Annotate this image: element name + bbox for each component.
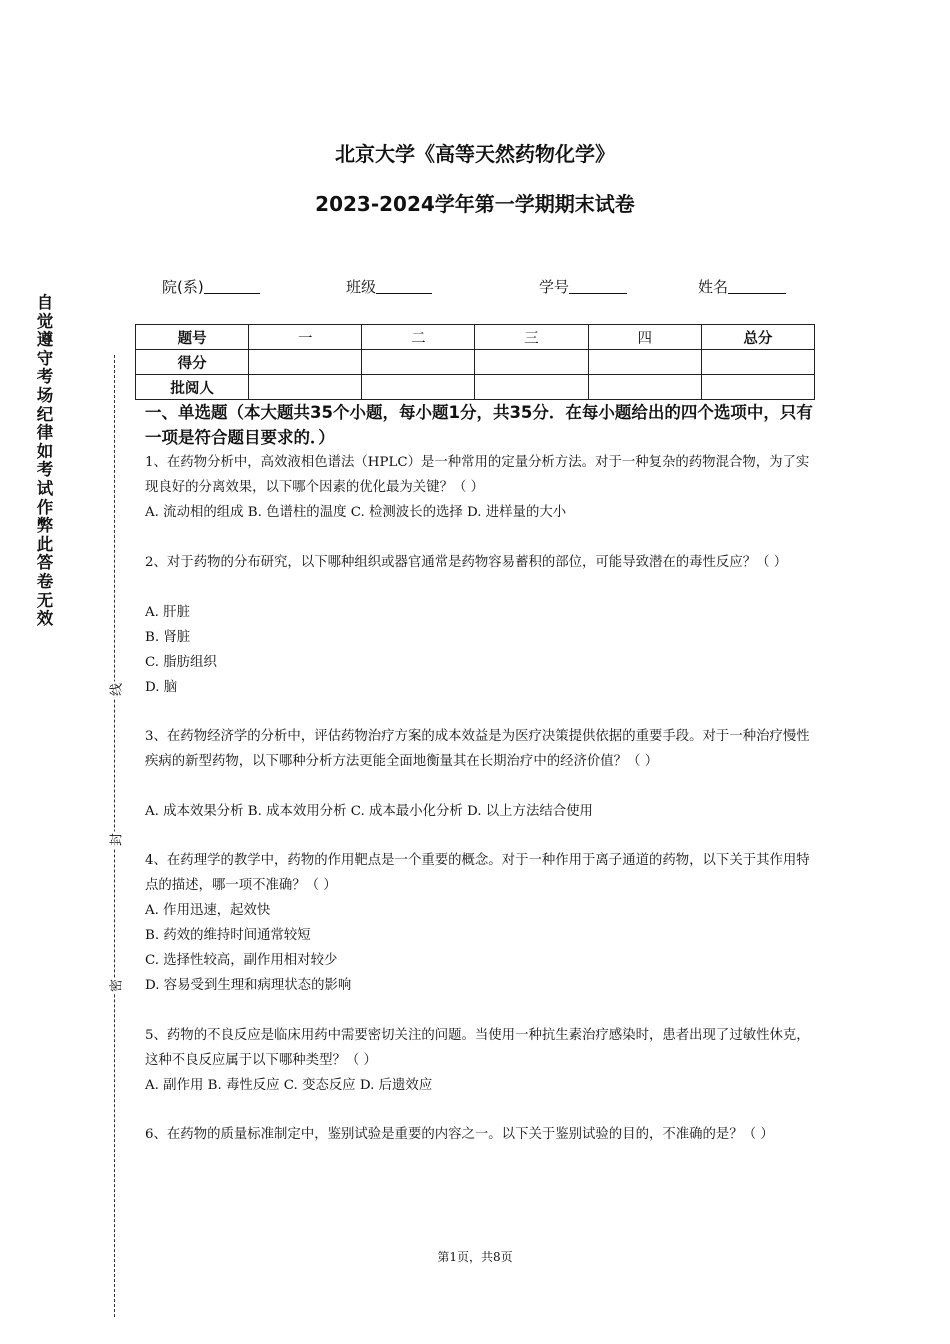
score-cell[interactable] bbox=[362, 350, 475, 375]
dept-label: 院(系) bbox=[162, 278, 204, 296]
page-number: 第1页，共8页 bbox=[437, 1250, 513, 1264]
score-header-cell: 四 bbox=[588, 325, 701, 350]
binding-seal-char: 封 bbox=[106, 832, 125, 848]
question-2-option-a: A. 肝脏 bbox=[145, 605, 190, 620]
score-header-cell: 题号 bbox=[136, 325, 249, 350]
question-4-option-b: B. 药效的维持时间通常较短 bbox=[145, 928, 311, 943]
grader-row bbox=[136, 375, 815, 400]
dept-field[interactable] bbox=[162, 276, 260, 297]
question-1-text: 1、在药物分析中，高效液相色谱法（HPLC）是一种常用的定量分析方法。对于一种复杂的药物混合物，为了实现良好的分离效果，以下哪个因素的优化最为关键？（ ） bbox=[145, 455, 810, 495]
score-header-row bbox=[136, 325, 815, 350]
exam-subtitle: 2023-2024学年第一学期期末试卷 bbox=[315, 192, 635, 216]
question-2-option-d: D. 脑 bbox=[145, 680, 178, 695]
grader-cell[interactable] bbox=[362, 375, 475, 400]
score-cell[interactable] bbox=[475, 350, 588, 375]
student-id-label: 学号 bbox=[539, 278, 570, 296]
question-4-text: 4、在药理学的教学中，药物的作用靶点是一个重要的概念。对于一种作用于离子通道的药物，以下关于其作用特点的描述，哪一项不准确？（ ） bbox=[145, 853, 810, 893]
class-label: 班级 bbox=[346, 278, 377, 296]
question-2-option-c: C. 脂肪组织 bbox=[145, 655, 217, 670]
question-3-text: 3、在药物经济学的分析中，评估药物治疗方案的成本效益是为医疗决策提供依据的重要手段。对于一种治疗慢性疾病的新型药物，以下哪种分析方法更能全面地衡量其在长期治疗中的经济价值？（ ） bbox=[145, 729, 810, 769]
question-2-option-b: B. 肾脏 bbox=[145, 630, 191, 645]
binding-secret-char: 密 bbox=[106, 978, 125, 994]
question-5-text: 5、药物的不良反应是临床用药中需要密切关注的问题。当使用一种抗生素治疗感染时，患者出现了过敏性休克，这种不良反应属于以下哪种类型？（ ） bbox=[145, 1028, 810, 1068]
question-6-text: 6、在药物的质量标准制定中，鉴别试验是重要的内容之一。以下关于鉴别试验的目的，不准确的是？（ ） bbox=[145, 1127, 774, 1142]
score-cell[interactable] bbox=[701, 350, 814, 375]
score-table bbox=[135, 324, 815, 400]
grader-cell[interactable] bbox=[249, 375, 362, 400]
side-warning: 自觉遵守考场纪律如考试作弊此答卷无效 bbox=[36, 293, 54, 629]
question-1-options: A. 流动相的组成 B. 色谱柱的温度 C. 检测波长的选择 D. 进样量的大小 bbox=[145, 505, 567, 520]
name-field[interactable] bbox=[698, 276, 786, 297]
class-field[interactable] bbox=[346, 276, 432, 297]
question-4-option-c: C. 选择性较高，副作用相对较少 bbox=[145, 953, 338, 968]
name-label: 姓名 bbox=[698, 278, 729, 296]
question-5-options: A. 副作用 B. 毒性反应 C. 变态反应 D. 后遗效应 bbox=[145, 1078, 433, 1093]
grader-row-label: 批阅人 bbox=[136, 375, 249, 400]
score-row-label: 得分 bbox=[136, 350, 249, 375]
score-header-cell: 三 bbox=[475, 325, 588, 350]
grader-cell[interactable] bbox=[701, 375, 814, 400]
score-cell[interactable] bbox=[588, 350, 701, 375]
grader-cell[interactable] bbox=[588, 375, 701, 400]
exam-title: 北京大学《高等天然药物化学》 bbox=[335, 142, 615, 166]
question-3-options: A. 成本效果分析 B. 成本效用分析 C. 成本最小化分析 D. 以上方法结合使用 bbox=[145, 804, 593, 819]
binding-line-char: 线 bbox=[106, 682, 125, 698]
question-4-option-d: D. 容易受到生理和病理状态的影响 bbox=[145, 978, 352, 993]
student-id-field[interactable] bbox=[539, 276, 627, 297]
score-cell[interactable] bbox=[249, 350, 362, 375]
grader-cell[interactable] bbox=[475, 375, 588, 400]
score-header-cell: 总分 bbox=[701, 325, 814, 350]
score-row bbox=[136, 350, 815, 375]
question-4-option-a: A. 作用迅速，起效快 bbox=[145, 903, 271, 918]
question-2-text: 2、对于药物的分布研究，以下哪种组织或器官通常是药物容易蓄积的部位，可能导致潜在的毒性反应？（ ） bbox=[145, 555, 788, 570]
score-header-cell: 二 bbox=[362, 325, 475, 350]
score-header-cell: 一 bbox=[249, 325, 362, 350]
section-heading: 一、单选题（本大题共35个小题，每小题1分，共35分．在每小题给出的四个选项中，只有一项是符合题目要求的．） bbox=[145, 403, 813, 447]
